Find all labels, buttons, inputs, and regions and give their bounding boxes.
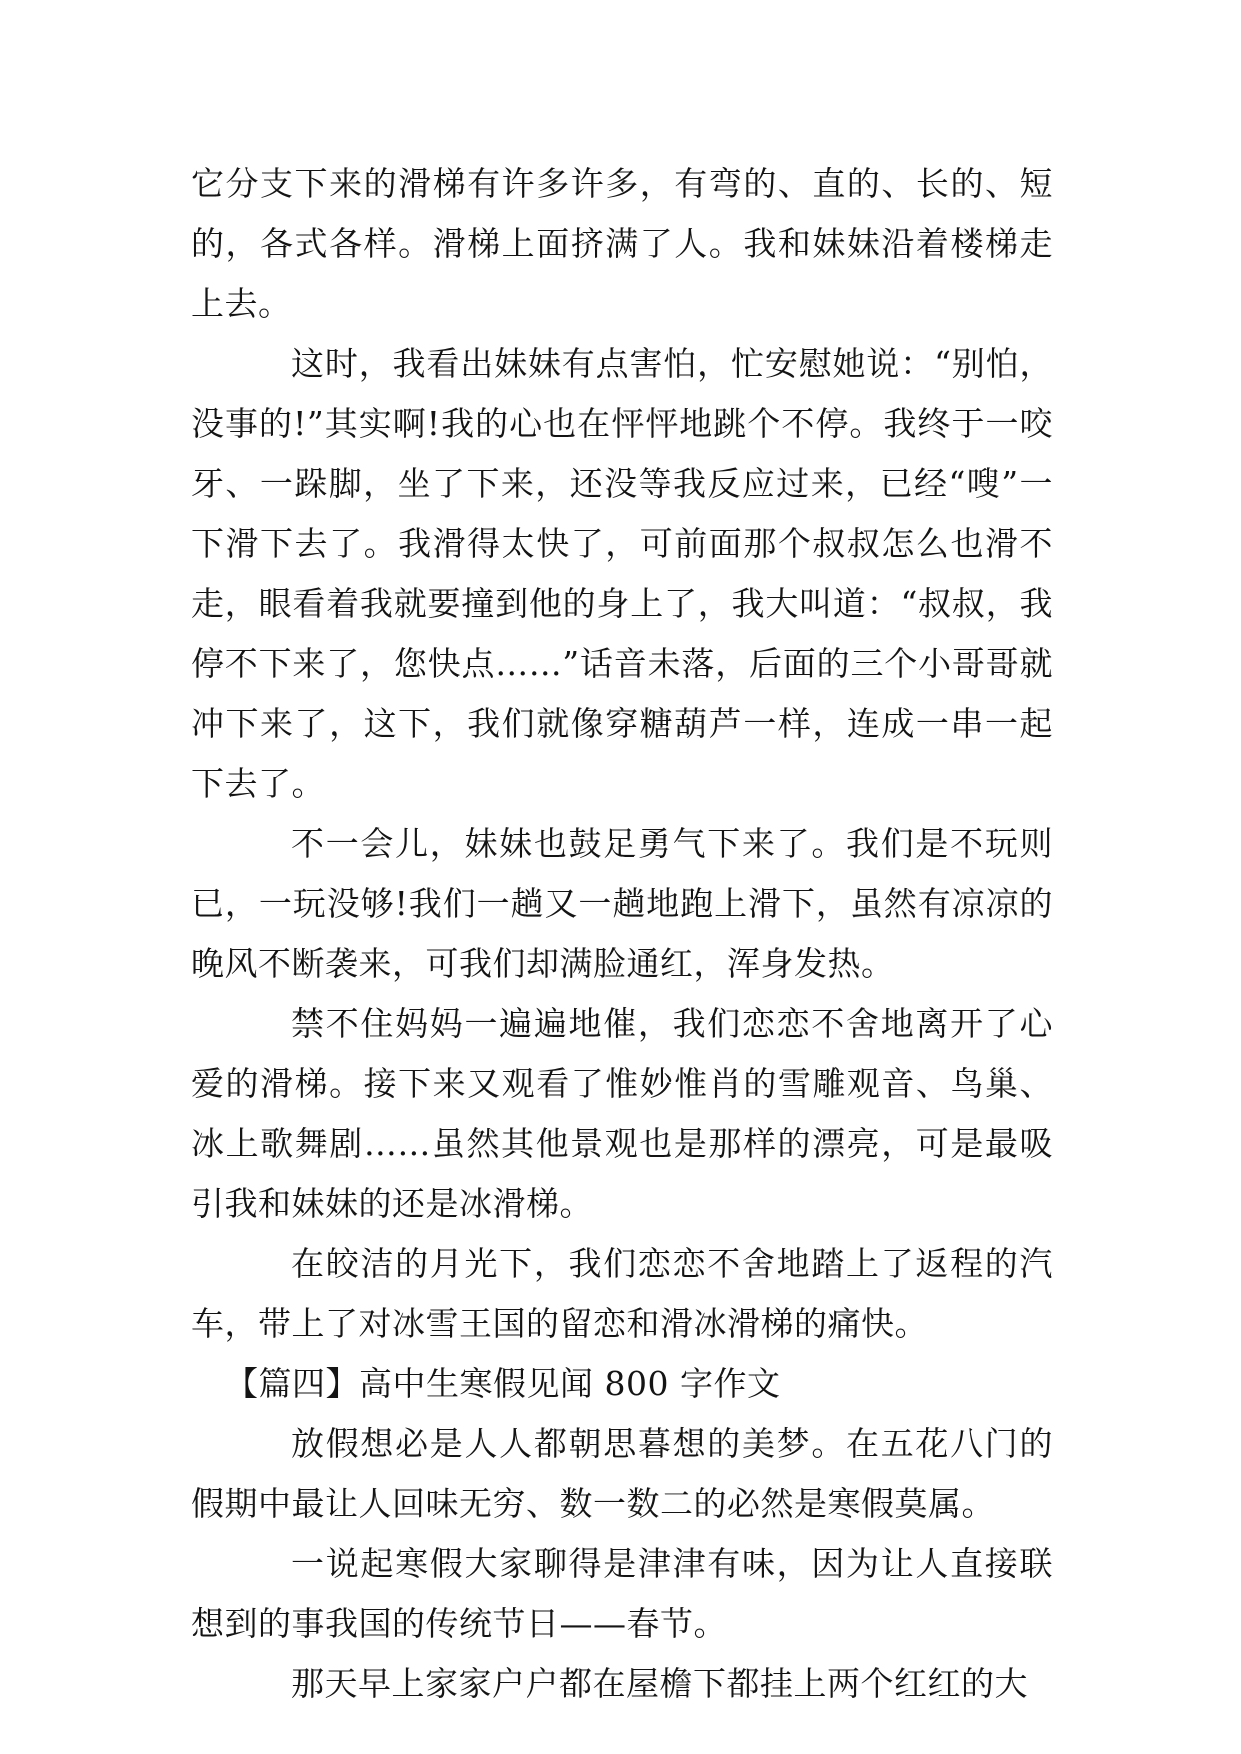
paragraph-vacation-intro: 放假想必是人人都朝思暮想的美梦。在五花八门的假期中最让人回味无穷、数一数二的必然是寒假莫属。 <box>191 1424 1053 1523</box>
paragraph-spring-festival: 一说起寒假大家聊得是津津有味，因为让人直接联想到的事我国的传统节日——春节。 <box>191 1544 1053 1643</box>
paragraph-return-trip: 在皎洁的月光下，我们恋恋不舍地踏上了返程的汽车，带上了对冰雪王国的留恋和滑冰滑梯的痛快。 <box>191 1244 1053 1343</box>
paragraph-sister-joins: 不一会儿，妹妹也鼓足勇气下来了。我们是不玩则已，一玩没够!我们一趟又一趟地跑上滑下，虽然有凉凉的晚风不断袭来，可我们却满脸通红，浑身发热。 <box>191 824 1053 983</box>
paragraph-slide-description: 它分支下来的滑梯有许多许多，有弯的、直的、长的、短的，各式各样。滑梯上面挤满了人。我和妹妹沿着楼梯走上去。 <box>191 164 1053 323</box>
document-page <box>191 154 1053 1714</box>
paragraph-lanterns: 那天早上家家户户都在屋檐下都挂上两个红红的大 <box>291 1664 1028 1703</box>
paragraph-leaving-slide: 禁不住妈妈一遍遍地催，我们恋恋不舍地离开了心爱的滑梯。接下来又观看了惟妙惟肖的雪雕观音、鸟巢、冰上歌舞剧……虽然其他景观也是那样的漂亮，可是最吸引我和妹妹的还是冰滑梯。 <box>191 1004 1053 1223</box>
paragraph-sliding-down: 这时，我看出妹妹有点害怕，忙安慰她说：“别怕，没事的!”其实啊!我的心也在怦怦地跳个不停。我终于一咬牙、一跺脚，坐了下来，还没等我反应过来，已经“嗖”一下滑下去了。我滑得太快了，可前面那个叔叔怎么也滑不走，眼看着我就要撞到他的身上了，我大叫道：“叔叔，我停不下来了，您快点……”话音未落，后面的三个小哥哥就冲下来了，这下，我们就像穿糖葫芦一样，连成一串一起下去了。 <box>191 344 1053 803</box>
section-heading: 【篇四】高中生寒假见闻 800 字作文 <box>225 1364 781 1403</box>
